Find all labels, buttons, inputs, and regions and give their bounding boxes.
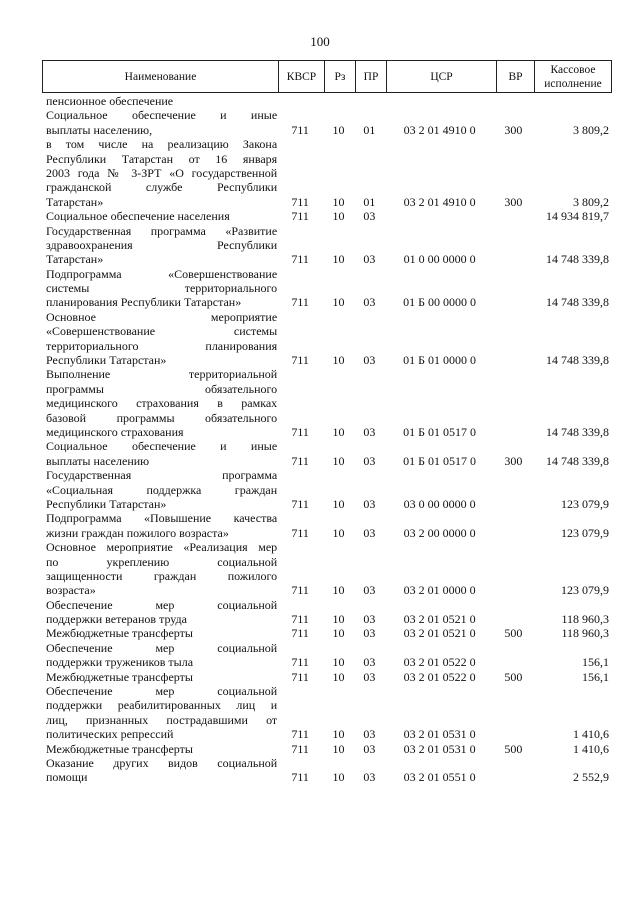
cell-name-line: медицинского страхования: [46, 425, 184, 439]
cell-vr: 300: [504, 122, 523, 137]
cell-name-line: выплаты населению,: [46, 122, 153, 137]
cell-csr: 01 Б 01 0517 0: [403, 424, 477, 439]
cell-sum: 2 552,9: [573, 770, 609, 785]
cell-pr: 03: [363, 295, 376, 310]
cell-name-line: Татарстан»: [46, 252, 104, 267]
cell-name-line: Обеспечение мер социальной: [46, 597, 278, 612]
cell-name: [42, 540, 277, 598]
cell-name-line: Государственная программа «Развитие: [46, 223, 278, 238]
cell-sum: 118 960,3: [561, 612, 609, 627]
cell-sum: 14 748 339,8: [546, 252, 609, 267]
table-row: [42, 626, 611, 640]
cell-name: [42, 310, 277, 368]
column-header-rz: Рз: [325, 61, 356, 93]
cell-name: [42, 137, 277, 209]
table-row: [42, 439, 611, 468]
cell-name-line: Социальное обеспечение и иные: [46, 108, 278, 123]
cell-name: [42, 670, 277, 684]
cell-rz: 10: [332, 496, 345, 511]
table-row: [42, 670, 611, 684]
cell-sum: 1 410,6: [573, 727, 609, 742]
cell-rz: 10: [332, 626, 345, 641]
cell-kvsr: 711: [291, 453, 309, 468]
cell-name: [42, 439, 277, 468]
cell-pr: 03: [363, 770, 376, 785]
column-header-kvsr: КВСР: [279, 61, 325, 93]
table-row: [42, 598, 611, 627]
cell-csr: 03 2 00 0000 0: [403, 525, 476, 540]
cell-pr: 03: [363, 612, 376, 627]
cell-pr: 03: [363, 626, 376, 641]
cell-name-line: планирования Республики Татарстан»: [46, 295, 242, 310]
cell-name-line: помощи: [46, 770, 88, 785]
cell-name-line: политических репрессий: [46, 727, 174, 742]
cell-rz: 10: [332, 194, 345, 209]
cell-name-line: Республики Татарстан»: [46, 496, 167, 511]
cell-name-line: поддержки тружеников тыла: [46, 655, 194, 670]
cell-csr: 03 2 01 0521 0: [403, 612, 476, 627]
cell-rz: 10: [332, 424, 345, 439]
cell-sum: 3 809,2: [573, 122, 609, 137]
cell-name-line: в том числе на реализацию Закона: [46, 137, 278, 152]
cell-sum: 1 410,6: [573, 741, 609, 756]
cell-name: [42, 209, 277, 223]
cell-name-line: поддержки ветеранов труда: [46, 612, 187, 627]
cell-name: [42, 468, 277, 511]
cell-csr: 03 2 01 0551 0: [403, 770, 476, 785]
cell-name: [42, 94, 277, 108]
cell-csr: 03 2 01 4910 0: [403, 122, 476, 137]
cell-csr: 03 2 01 4910 0: [403, 194, 476, 209]
cell-name-line: программы обязательного: [46, 381, 278, 396]
cell-rz: 10: [332, 612, 345, 627]
table-row: [42, 209, 611, 223]
cell-name-line: территориального планирования: [46, 338, 278, 353]
cell-name-line: Государственная программа: [46, 468, 278, 483]
table-row: [42, 742, 611, 756]
cell-name: [42, 598, 277, 627]
cell-pr: 03: [363, 741, 376, 756]
table-row: [42, 310, 611, 368]
cell-kvsr: 711: [291, 612, 309, 627]
cell-name-line: Подпрограмма «Повышение качества: [46, 511, 278, 526]
cell-pr: 01: [363, 194, 376, 209]
cell-name-line: гражданской службе Республики: [46, 180, 278, 195]
cell-name: [42, 756, 277, 785]
cell-name-line: Подпрограмма «Совершенствование: [46, 266, 278, 281]
cell-name-line: пенсионное обеспечение: [46, 94, 174, 108]
cell-pr: 03: [363, 424, 376, 439]
column-header-pr: ПР: [356, 61, 387, 93]
cell-csr: 03 2 01 0522 0: [403, 655, 476, 670]
column-header-csr: ЦСР: [387, 61, 497, 93]
cell-name-line: защищенности граждан пожилого: [46, 568, 278, 583]
cell-name-line: «Социальная поддержка граждан: [46, 482, 278, 497]
cell-vr: 500: [504, 669, 523, 684]
cell-csr: 03 2 01 0531 0: [403, 741, 476, 756]
cell-csr: 01 0 00 0000 0: [403, 252, 476, 267]
cell-name: [42, 108, 277, 137]
cell-kvsr: 711: [291, 770, 309, 785]
table-row: [42, 468, 611, 511]
table-row: [42, 641, 611, 670]
cell-kvsr: 711: [291, 295, 309, 310]
cell-rz: 10: [332, 353, 345, 368]
cell-name-line: медицинского страхования в рамках: [46, 396, 278, 411]
cell-name-line: Обеспечение мер социальной: [46, 684, 278, 699]
table-row: [42, 94, 611, 108]
cell-rz: 10: [332, 122, 345, 137]
cell-name: [42, 224, 277, 267]
table-row: [42, 108, 611, 137]
cell-kvsr: 711: [291, 122, 309, 137]
cell-name-line: Республики Татарстан»: [46, 353, 167, 368]
cell-rz: 10: [332, 669, 345, 684]
cell-pr: 03: [363, 655, 376, 670]
cell-name-line: по укреплению социальной: [46, 554, 278, 569]
cell-sum: 3 809,2: [573, 194, 609, 209]
cell-name-line: системы территориального: [46, 281, 278, 296]
cell-name-line: Обеспечение мер социальной: [46, 640, 278, 655]
cell-name-line: базовой программы обязательного: [46, 410, 278, 425]
cell-name-line: Межбюджетные трансферты: [46, 669, 193, 684]
column-header-vr: ВР: [497, 61, 535, 93]
cell-sum: 14 748 339,8: [546, 295, 609, 310]
cell-kvsr: 711: [291, 353, 309, 368]
page-number: 100: [310, 34, 330, 49]
cell-csr: 01 Б 01 0517 0: [403, 453, 477, 468]
cell-kvsr: 711: [291, 424, 309, 439]
cell-pr: 03: [363, 252, 376, 267]
cell-name-line: Социальное обеспечение и иные: [46, 439, 278, 454]
cell-kvsr: 711: [291, 209, 309, 224]
table-row: [42, 267, 611, 310]
cell-kvsr: 711: [291, 583, 309, 598]
table-row: [42, 684, 611, 742]
cell-name-line: Межбюджетные трансферты: [46, 626, 193, 641]
cell-rz: 10: [332, 770, 345, 785]
cell-name-line: жизни граждан пожилого возраста»: [46, 525, 229, 540]
table-row: [42, 367, 611, 439]
table-row: [42, 511, 611, 540]
cell-name: [42, 367, 277, 439]
cell-name-line: здравоохранения Республики: [46, 237, 278, 252]
table-header: [42, 60, 612, 93]
cell-vr: 500: [504, 741, 523, 756]
cell-vr: 300: [504, 453, 523, 468]
cell-name: [42, 626, 277, 640]
cell-pr: 03: [363, 353, 376, 368]
cell-kvsr: 711: [291, 525, 309, 540]
cell-kvsr: 711: [291, 252, 309, 267]
cell-name: [42, 684, 277, 742]
cell-sum: 156,1: [582, 669, 609, 684]
cell-sum: 118 960,3: [561, 626, 609, 641]
cell-csr: 03 2 01 0522 0: [403, 669, 476, 684]
cell-pr: 03: [363, 209, 376, 224]
cell-sum: 123 079,9: [561, 496, 609, 511]
table-row: [42, 224, 611, 267]
cell-kvsr: 711: [291, 727, 309, 742]
cell-pr: 03: [363, 583, 376, 598]
cell-rz: 10: [332, 453, 345, 468]
cell-name-line: Социальное обеспечение населения: [46, 209, 230, 224]
cell-vr: 300: [504, 194, 523, 209]
cell-rz: 10: [332, 583, 345, 598]
cell-csr: 03 2 01 0531 0: [403, 727, 476, 742]
cell-name-line: Основное мероприятие «Реализация мер: [46, 540, 278, 555]
cell-kvsr: 711: [291, 669, 309, 684]
cell-name-line: поддержки реабилитированных лиц и: [46, 698, 278, 713]
cell-name: [42, 511, 277, 540]
cell-pr: 03: [363, 727, 376, 742]
cell-rz: 10: [332, 295, 345, 310]
cell-kvsr: 711: [291, 194, 309, 209]
cell-sum: 14 748 339,8: [546, 453, 609, 468]
cell-sum: 14 934 819,7: [546, 209, 609, 224]
cell-csr: 03 2 01 0521 0: [403, 626, 476, 641]
cell-name-line: лиц, признанных пострадавшими от: [46, 712, 278, 727]
cell-pr: 03: [363, 453, 376, 468]
cell-sum: 123 079,9: [561, 525, 609, 540]
cell-name-line: Межбюджетные трансферты: [46, 741, 193, 756]
cell-kvsr: 711: [291, 496, 309, 511]
cell-name-line: 2003 года № 3-ЗРТ «О государственной: [46, 165, 278, 180]
cell-name-line: Республики Татарстан от 16 января: [46, 151, 278, 166]
cell-csr: 01 Б 01 0000 0: [403, 353, 477, 368]
cell-name: [42, 742, 277, 756]
cell-rz: 10: [332, 655, 345, 670]
table-body: [42, 94, 611, 785]
cell-pr: 03: [363, 669, 376, 684]
cell-sum: 14 748 339,8: [546, 353, 609, 368]
cell-rz: 10: [332, 741, 345, 756]
cell-kvsr: 711: [291, 655, 309, 670]
cell-rz: 10: [332, 525, 345, 540]
cell-sum: 14 748 339,8: [546, 424, 609, 439]
cell-sum: 123 079,9: [561, 583, 609, 598]
cell-name-line: Основное мероприятие: [46, 309, 278, 324]
cell-rz: 10: [332, 727, 345, 742]
cell-pr: 01: [363, 122, 376, 137]
column-header-sum: Кассовое исполнение: [535, 61, 612, 93]
cell-rz: 10: [332, 209, 345, 224]
cell-name: [42, 267, 277, 310]
cell-name-line: Оказание других видов социальной: [46, 756, 278, 771]
cell-name-line: Выполнение территориальной: [46, 367, 278, 382]
table-row: [42, 540, 611, 598]
cell-pr: 03: [363, 525, 376, 540]
cell-csr: 01 Б 00 0000 0: [403, 295, 477, 310]
cell-kvsr: 711: [291, 626, 309, 641]
cell-pr: 03: [363, 496, 376, 511]
table-row: [42, 137, 611, 209]
cell-sum: 156,1: [582, 655, 609, 670]
cell-name-line: возраста»: [46, 583, 96, 598]
cell-name-line: «Совершенствование системы: [46, 324, 278, 339]
cell-rz: 10: [332, 252, 345, 267]
cell-vr: 500: [504, 626, 523, 641]
cell-name-line: Татарстан»: [46, 194, 104, 209]
column-header-name: Наименование: [43, 61, 279, 93]
table-row: [42, 756, 611, 785]
cell-csr: 03 2 01 0000 0: [403, 583, 476, 598]
cell-name-line: выплаты населению: [46, 453, 150, 468]
cell-csr: 03 0 00 0000 0: [403, 496, 476, 511]
cell-kvsr: 711: [291, 741, 309, 756]
cell-name: [42, 641, 277, 670]
